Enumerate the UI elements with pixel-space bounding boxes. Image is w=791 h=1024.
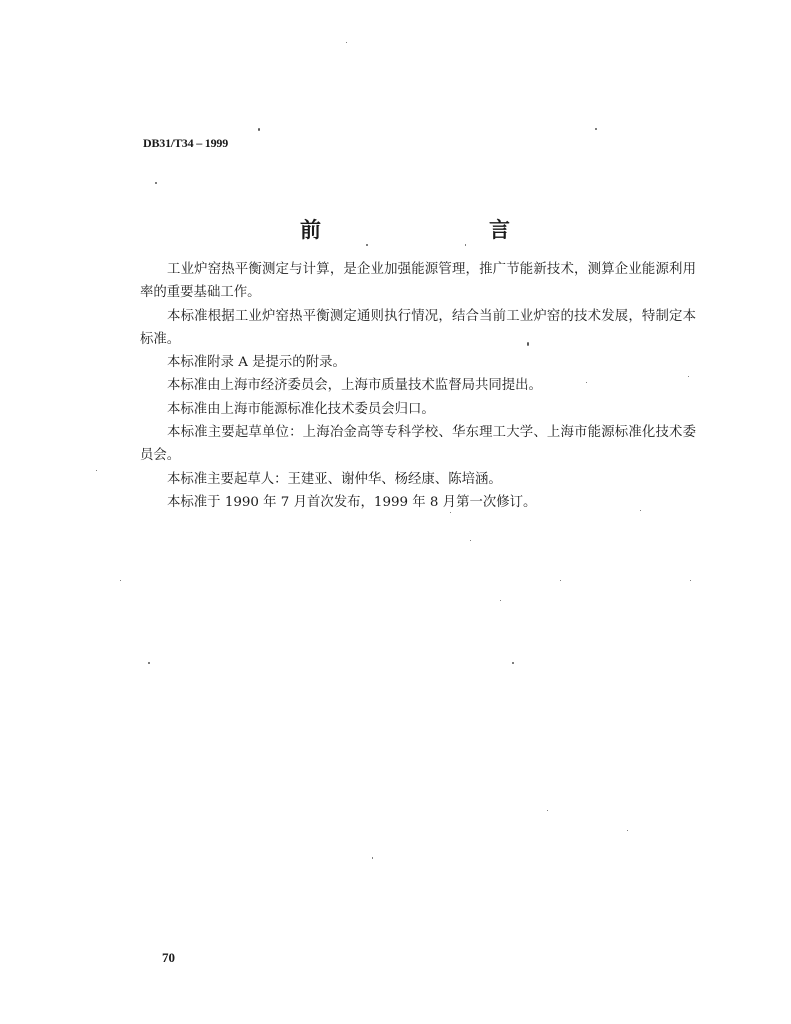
scan-speck: [500, 600, 501, 601]
scan-speck: [120, 580, 121, 581]
paragraph-proposed-by: 本标准由上海市经济委员会，上海市质量技术监督局共同提出。: [167, 378, 542, 394]
scan-speck: [148, 662, 150, 664]
scan-speck: [640, 510, 641, 511]
scan-speck: [547, 810, 548, 811]
scan-speck: [155, 182, 157, 184]
scan-speck: [512, 662, 514, 664]
scan-speck: [688, 376, 689, 377]
scan-speck: [586, 382, 587, 383]
scan-speck: [465, 244, 466, 246]
standard-code: DB31/T34 – 1999: [143, 136, 229, 150]
scan-speck: [258, 128, 260, 131]
scan-speck: [560, 580, 561, 581]
page-number: 70: [162, 950, 175, 965]
scan-speck: [470, 540, 471, 541]
scan-speck: [372, 857, 373, 859]
paragraph-drafting-units: 本标准主要起草单位：上海冶金高等专科学校、华东理工大学、上海市能源标准化技术委员会。: [140, 425, 696, 464]
scan-speck: [450, 512, 451, 513]
paragraph-appendix: 本标准附录 A 是提示的附录。: [167, 355, 346, 371]
foreword-body: [140, 258, 696, 514]
scan-speck: [527, 342, 529, 346]
paragraph-basis: 本标准根据工业炉窑热平衡测定通则执行情况，结合当前工业炉窑的技术发展，特制定本标准。: [140, 308, 696, 347]
paragraph-history: 本标准于 1990 年 7 月首次发布，1999 年 8 月第一次修订。: [167, 494, 537, 510]
scan-speck: [690, 580, 691, 581]
scan-speck: [366, 244, 368, 246]
scan-speck: [346, 42, 347, 43]
page-title: [300, 214, 510, 244]
title-char-2: 言: [489, 217, 510, 242]
paragraph-purpose: 工业炉窑热平衡测定与计算，是企业加强能源管理，推广节能新技术，测算企业能源利用率的重要基础工作。: [140, 262, 696, 301]
paragraph-centralized-by: 本标准由上海市能源标准化技术委员会归口。: [167, 401, 435, 417]
scan-speck: [96, 470, 97, 471]
scan-speck: [595, 128, 597, 130]
paragraph-drafters: 本标准主要起草人：王建亚、谢仲华、杨经康、陈培涵。: [167, 471, 502, 487]
title-char-1: 前: [300, 217, 321, 242]
scan-speck: [627, 830, 628, 831]
